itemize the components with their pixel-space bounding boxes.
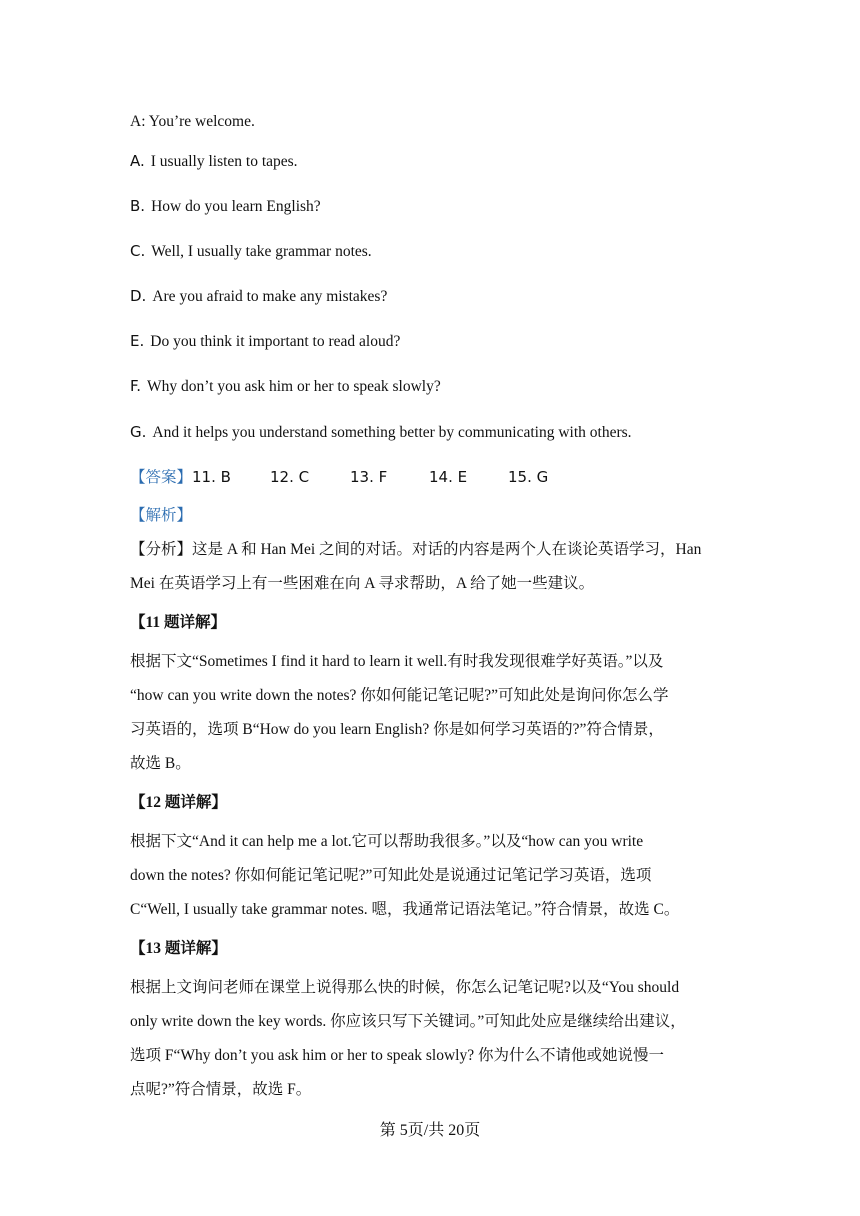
option-letter: C. — [130, 242, 146, 260]
option-text: Well, I usually take grammar notes. — [151, 243, 372, 260]
q12-header: 【12 题详解】 — [130, 794, 227, 811]
answer-item: 14. E — [429, 468, 468, 486]
q11-line: 习英语的，选项 B“How do you learn English? 你是如何学习英语的?”符合情景， — [130, 721, 664, 738]
option-a — [130, 151, 298, 172]
analysis-tag: 【解析】 — [130, 507, 193, 524]
option-b — [130, 196, 321, 217]
q13-line: only write down the key words. 你应该只写下关键词。”可知此处应是继续给出建议， — [130, 1013, 686, 1030]
option-c — [130, 241, 372, 262]
option-text: I usually listen to tapes. — [150, 153, 298, 170]
option-letter: A. — [130, 152, 145, 170]
option-letter: B. — [130, 197, 146, 215]
page-footer: 第 5页/共 20页 — [379, 1122, 481, 1139]
q11-line: 故选 B。 — [130, 755, 191, 772]
answer-item: 11. B — [192, 468, 231, 486]
option-e — [130, 331, 400, 352]
q11-header: 【11 题详解】 — [130, 614, 227, 631]
answer-tag: 【答案】 — [130, 469, 193, 486]
answer-item: 12. C — [270, 468, 310, 486]
dialogue-line: A: You’re welcome. — [130, 113, 255, 130]
q11-line: 根据下文“Sometimes I find it hard to learn it well.有时我发现很难学好英语。”以及 — [130, 653, 664, 670]
q11-line: “how can you write down the notes? 你如何能记笔记呢?”可知此处是询问你怎么学 — [130, 687, 669, 704]
option-letter: G. — [130, 423, 147, 441]
q12-line: 根据下文“And it can help me a lot.它可以帮助我很多。”以及“how can you write — [130, 833, 644, 850]
answer-line — [130, 467, 548, 488]
option-text: Why don’t you ask him or her to speak slowly? — [147, 378, 441, 395]
overview-line: 【分析】这是 A 和 Han Mei 之间的对话。对话的内容是两个人在谈论英语学习，Han — [130, 541, 702, 558]
answer-item: 15. G — [508, 468, 549, 486]
option-text: And it helps you understand something better by communicating with others. — [152, 424, 632, 441]
option-f — [130, 376, 441, 397]
option-letter: E. — [130, 332, 145, 350]
option-d — [130, 286, 387, 307]
q13-line: 根据上文询问老师在课堂上说得那么快的时候，你怎么记笔记呢?以及“You should — [130, 979, 680, 996]
q13-line: 选项 F“Why don’t you ask him or her to speak slowly? 你为什么不请他或她说慢一 — [130, 1047, 664, 1064]
q12-line: down the notes? 你如何能记笔记呢?”可知此处是说通过记笔记学习英语，选项 — [130, 867, 652, 884]
answer-item: 13. F — [350, 468, 388, 486]
option-text: Are you afraid to make any mistakes? — [152, 288, 388, 305]
option-text: Do you think it important to read aloud? — [150, 333, 401, 350]
q12-line: C“Well, I usually take grammar notes. 嗯，我通常记语法笔记。”符合情景，故选 C。 — [130, 901, 680, 918]
option-text: How do you learn English? — [151, 198, 321, 215]
option-letter: F. — [130, 377, 141, 395]
option-g — [130, 422, 632, 443]
q13-header: 【13 题详解】 — [130, 940, 227, 957]
overview-line: Mei 在英语学习上有一些困难在向 A 寻求帮助，A 给了她一些建议。 — [130, 575, 595, 592]
option-letter: D. — [130, 287, 147, 305]
q13-line: 点呢?”符合情景，故选 F。 — [130, 1081, 312, 1098]
